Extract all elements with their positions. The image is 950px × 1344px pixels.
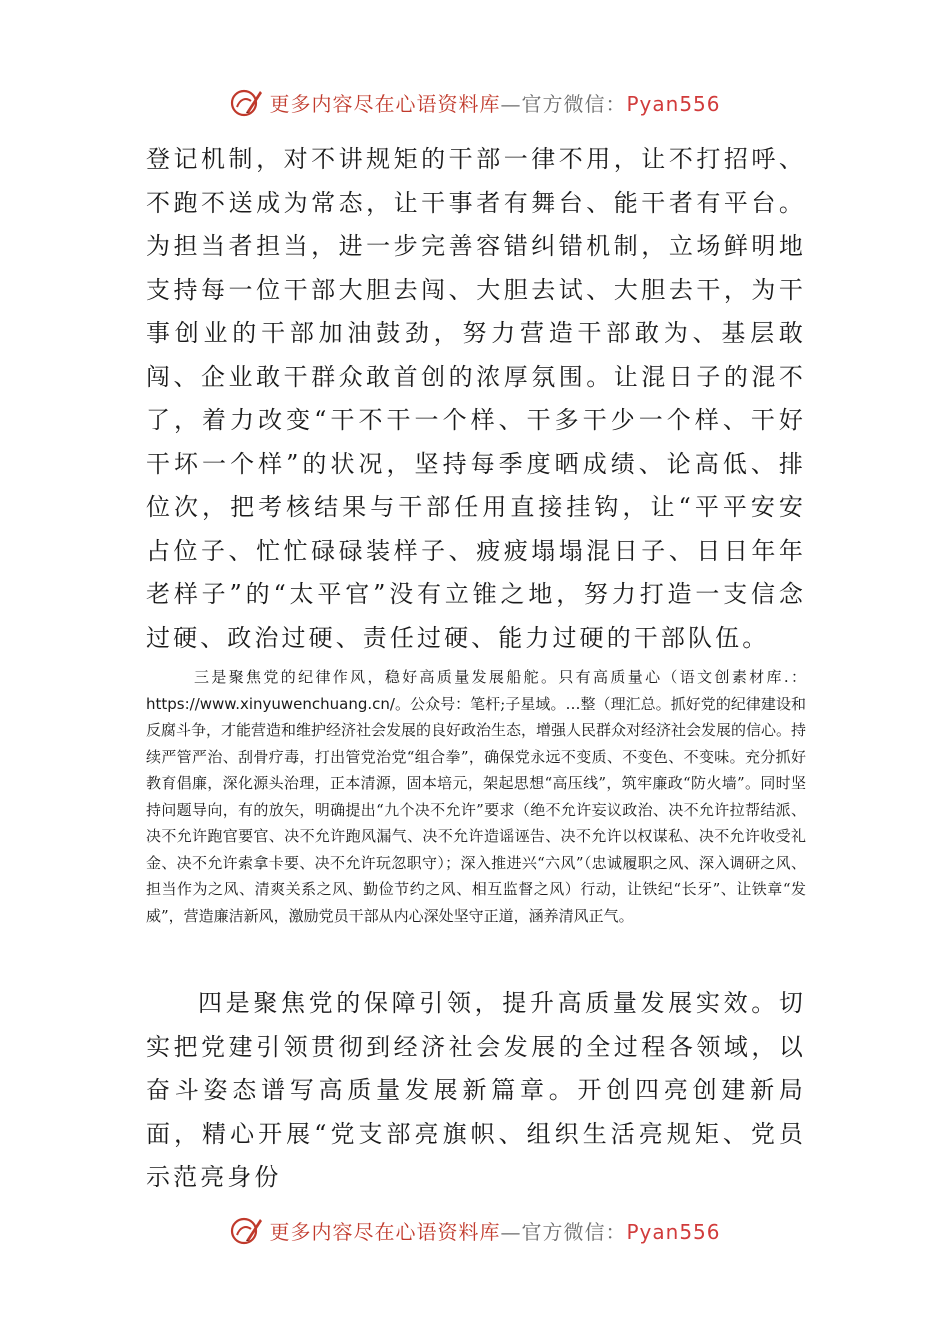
watermark-text [269,1216,720,1245]
paragraph-discipline-part-a: 三是聚焦党的纪律作风，稳好高质量发展船舵。只有高质量心（语文创素材库.： [194,668,806,686]
paragraph-discipline-part-b: 。公众号：笔杆;子星域。…整（理汇总。抓好党的纪律建设和反腐斗争，才能营造和维护经济社会发展的良好政治生态，增强人民群众对经济社会发展的信心。持续严管严治、刮骨疗毒，打出管党治党“组合拳”，确保党永远不变质、不变色、不变味。充分抓好教育倡廉，深化源头治理，正本清源，固本培元，架起思想“高压线”，筑牢廉政“防火墙”。同时坚持问题导向，有的放矢，明确提出“九个决不允许”要求（绝不允许妄议政治、决不允许拉帮结派、决不允许跑官要官、决不允许跑风漏气、决不允许造谣诬告、决不允许以权谋私、决不允许收受礼金、决不允许索拿卡要、决不允许玩忽职守）；深入推进兴“六风”（忠诚履职之风、深入调研之风、担当作为之风、清爽关系之风、勤俭节约之风、相互监督之风）行动，让铁纪“长牙”、让铁章“发威”，营造廉洁新风，激励党员干部从内心深处坚守正道，涵养清风正气。 [146,694,807,925]
header-watermark [0,82,950,122]
footer-watermark [0,1210,950,1250]
source-url-link[interactable]: https://www.xinyuwenchuang.cn/ [146,694,395,713]
watermark-wechat-label: 官方微信： [521,1219,627,1244]
watermark-site: 更多内容尽在心语资料库 [269,91,501,116]
paragraph-guarantee-leading: 四是聚焦党的保障引领，提升高质量发展实效。切实把党建引领贯彻到经济社会发展的全过程各领域，以奋斗姿态谱写高质量发展新篇章。开创四亮创建新局面，精心开展“党支部亮旗帜、组织生活亮规矩、党员示范亮身份 [146,989,806,1191]
watermark-site: 更多内容尽在心语资料库 [269,1219,501,1244]
paragraph-discipline [146,664,806,929]
pen-logo-icon [229,1213,263,1247]
watermark-separator: — [500,91,522,116]
paragraph-cadre-mechanism: 登记机制，对不讲规矩的干部一律不用，让不打招呼、不跑不送成为常态，让干事者有舞台、能干者有平台。为担当者担当，进一步完善容错纠错机制，立场鲜明地支持每一位干部大胆去闯、大胆去试、大胆去干，为干事创业的干部加油鼓劲，努力营造干部敢为、基层敢闯、企业敢干群众敢首创的浓厚氛围。让混日子的混不了，着力改变“干不干一个样、干多干少一个样、干好干坏一个样”的状况，坚持每季度晒成绩、论高低、排位次，把考核结果与干部任用直接挂钩，让“平平安安占位子、忙忙碌碌装样子、疲疲塌塌混日子、日日年年老样子”的“太平官”没有立锥之地，努力打造一支信念过硬、政治过硬、责任过硬、能力过硬的干部队伍。 [146,145,806,652]
watermark-wechat-id: Pyan556 [626,1219,721,1244]
watermark-separator: — [500,1219,522,1244]
pen-logo-icon [229,85,263,119]
watermark-text [269,88,720,117]
watermark-wechat-label: 官方微信： [521,91,627,116]
watermark-wechat-id: Pyan556 [626,91,721,116]
